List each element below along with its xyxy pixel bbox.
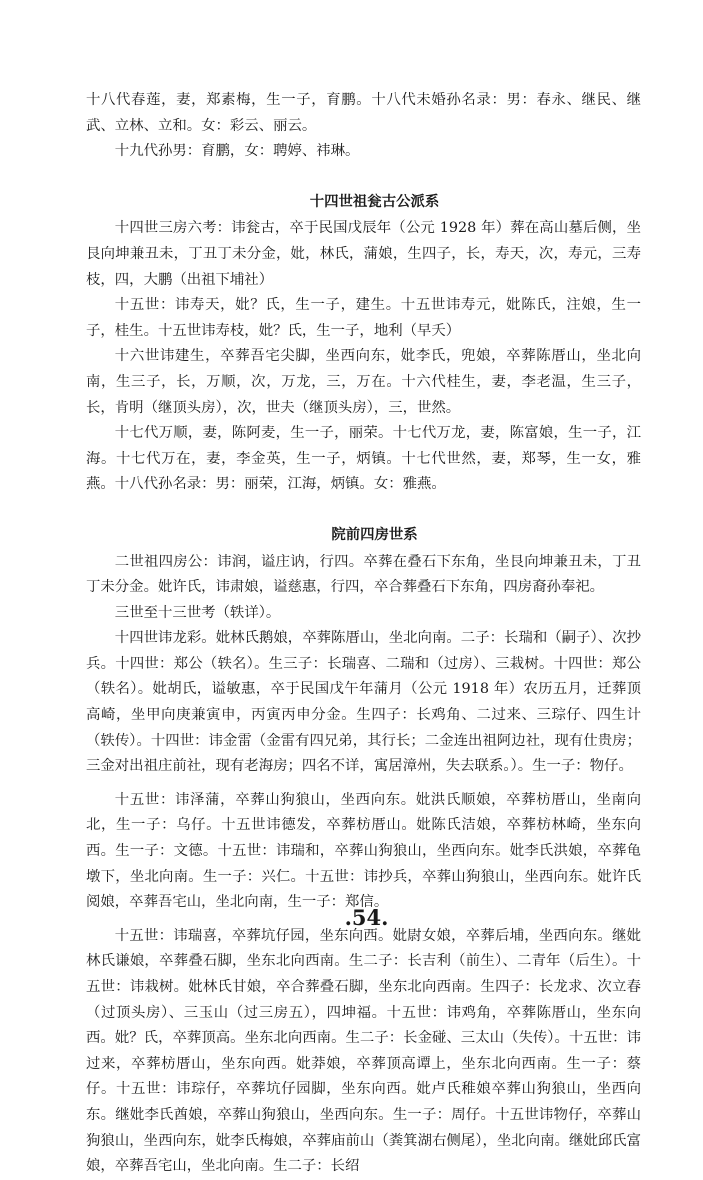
paragraph: 十八代春莲，妻，郑素梅，生一子，育鹏。十八代未婚孙名录：男：春永、继民、继武、立林、立和。女：彩云、丽云。 [86,92,641,134]
paragraph: 二世祖四房公：讳润，谥庄讷，行四。卒葬在叠石下东角，坐艮向坤兼丑未，丁丑丁未分金。妣许氏，讳肃娘，谥慈惠，行四，卒合葬叠石下东角，四房裔孙奉祀。 [86,553,641,596]
section-title: 院前四房世系 [331,525,418,543]
paragraph: 十四世三房六考：讳瓮古，卒于民国戊辰年（公元 1928 年）葬在高山墓后侧，坐艮向坤兼丑未，丁丑丁未分金，妣，林氏，蒲娘，生四子，长，寿天，次，寿元，三寿枝，四，大鹏（出祖下埔社） [86,220,641,288]
paragraph: 十四世讳龙彩。妣林氏鹅娘，卒葬陈厝山，坐北向南。二子：长瑞和（嗣子）、次抄兵。十四世：郑公（轶名）。生三子：长瑞喜、二瑞和（过房）、三栽树。十四世：郑公（轶名）。妣胡氏，谥敏惠，卒于民国戊午年蒲月（公元 1918 年）农历五月，迁葬顶高崎，坐甲向庚兼寅申，丙寅丙申分金。生四子：长鸡角、二过来、三琮仔、四生计（轶传）。十四世：讳金雷（金雷有四兄弟，其行长；二金连出祖阿边社，现有仕贵房；三金对出祖庄前社，现有老海房；四名不详，寓居漳州，失去联系。）。生一子：物仔。 [86,630,641,775]
paragraph: 十五世：讳瑞喜，卒葬坑仔园，坐东向西。妣尉女娘，卒葬后埔，坐西向东。继妣林氏谦娘，卒葬叠石脚，坐东北向西南。生二子：长吉利（前生）、二青年（后生）。十五世：讳栽树。妣林氏甘娘，卒合葬叠石脚，坐东北向西南。生四子：长龙求、次立春（过顶头房）、三玉山（过三房五），四坤福。十五世：讳鸡角，卒葬陈厝山，坐东向西。妣？氏，卒葬顶高。坐东北向西南。生二子：长金碰、三太山（失传）。十五世：讳过来，卒葬枋厝山，坐东向西。妣莽娘，卒葬顶高谭上，坐东北向西南。生一子：蔡仔。十五世：讳琮仔，卒葬坑仔园脚，坐东向西。妣卢氏稚娘卒葬山狗狼山，坐西向东。继妣李氏酋娘，卒葬山狗狼山，坐西向东。生一子：周仔。十五世讳物仔，卒葬山狗狼山，坐西向东，妣李氏梅娘，卒葬庙前山（粪箕湖右侧尾），坐北向南。继妣邱氏富娘，卒葬吾宅山，坐北向南。生二子：长绍 [86,927,641,1175]
paragraph: 十六世讳建生，卒葬吾宅尖脚，坐西向东，妣李氏，兜娘，卒葬陈厝山，坐北向南，生三子，长，万顺，次，万龙，三，万在。十六代桂生，妻，李老温，生三子，长，肯明（继顶头房），次，世夫（继顶头房），三，世然。 [86,348,641,416]
paragraph: 三世至十三世考（轶详）。 [114,604,281,621]
paragraph: 十五世：讳泽蒲，卒葬山狗狼山，坐西向东。妣洪氏顺娘，卒葬枋厝山，坐南向北，生一子：乌仔。十五世讳德发，卒葬枋厝山。妣陈氏洁娘，卒葬枋林崎，坐东向西。生一子：文德。十五世：讳瑞和，卒葬山狗狼山，坐西向东。妣李氏洪娘，卒葬龟墩下，坐北向南。生一子：兴仁。十五世：讳抄兵，卒葬山狗狼山，坐西向东。妣许氏阅娘，卒葬吾宅山，坐北向南，生一子：郑信。 [86,791,641,911]
section-yuanqian-fourth-branch [86,522,641,1180]
paragraph: 十五世：讳寿天，妣？氏，生一子，建生。十五世讳寿元，妣陈氏，注娘，生一子，桂生。十五世讳寿枝，妣？氏，生一子，地利（早夭） [86,297,641,339]
paragraph: 十七代万顺，妻，陈阿麦，生一子，丽荣。十七代万龙，妻，陈富娘，生一子，江海。十七代万在，妻，李金英，生一子，炳镇。十七代世然，妻，郑琴，生一女，雅燕。十八代孙名录：男：丽荣，江海，炳镇。女：雅燕。 [86,425,641,493]
section-wenggu-lineage [86,189,641,498]
section-title: 十四世祖瓮古公派系 [309,192,440,210]
paragraph: 十九代孙男：育鹏，女：聘婷、祎琳。 [114,143,360,160]
section-lineage-continued [86,88,641,165]
page-number: .54. [344,905,389,930]
